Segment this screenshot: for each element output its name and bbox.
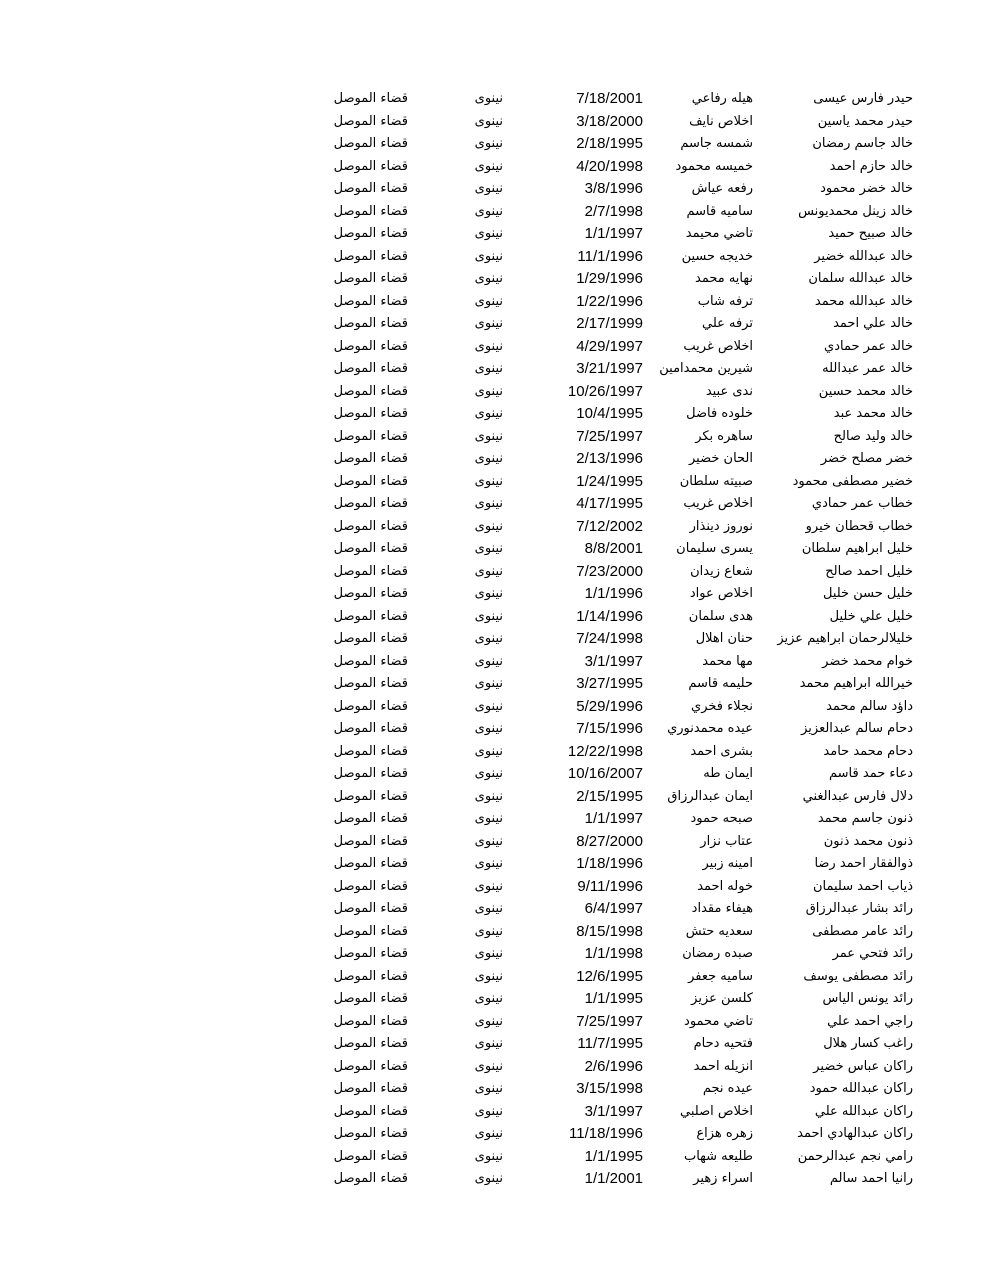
person-name: راكان عباس خضير [813, 1058, 913, 1074]
district: قضاء الموصل [333, 1058, 408, 1074]
table-row [318, 943, 913, 966]
district: قضاء الموصل [333, 631, 408, 646]
person-name: دعاء حمد قاسم [829, 766, 913, 781]
person-name: خالد محمد حسين [818, 383, 913, 399]
table-row [318, 111, 913, 134]
mother-name: نوروز دينذار [689, 518, 753, 534]
person-name: خطاب قحطان خيرو [805, 518, 913, 534]
birth-date: 1/22/1996 [576, 292, 643, 310]
person-name: خليل احمد صالح [825, 563, 913, 579]
person-name: راكان عبدالله علي [814, 1103, 913, 1119]
person-name: خالد حازم احمد [829, 158, 913, 174]
birth-date: 6/4/1997 [584, 900, 643, 917]
district: قضاء الموصل [333, 811, 408, 826]
governorate: نينوى [474, 541, 503, 556]
birth-date: 10/26/1997 [567, 382, 643, 400]
table-row [318, 1146, 913, 1169]
table-row [318, 583, 913, 606]
district: قضاء الموصل [333, 361, 408, 376]
person-name: راجي احمد علي [827, 1013, 913, 1029]
person-name: خالد صبيح حميد [828, 226, 913, 241]
district: قضاء الموصل [333, 676, 408, 691]
governorate: نينوى [474, 1058, 503, 1074]
mother-name: رفعه عياش [691, 181, 753, 196]
district: قضاء الموصل [333, 608, 408, 624]
governorate: نينوى [474, 721, 503, 736]
governorate: نينوى [474, 203, 503, 219]
person-name: خليلالرحمان ابراهيم عزيز [777, 631, 913, 646]
mother-name: شيرين محمدامين [659, 361, 753, 376]
table-row [318, 223, 913, 246]
mother-name: خميسه محمود [675, 158, 753, 174]
table-row [318, 471, 913, 494]
governorate: نينوى [474, 698, 503, 714]
table-row [318, 853, 913, 876]
table-row [318, 1011, 913, 1034]
governorate: نينوى [474, 878, 503, 894]
person-name: خالد عبدالله محمد [814, 293, 913, 309]
birth-date: 2/15/1995 [576, 787, 643, 805]
mother-name: سعديه حتش [685, 923, 753, 939]
mother-name: اخلاص غريب [683, 496, 753, 511]
mother-name: ساميه جعفر [688, 968, 753, 984]
person-name: خليل علي خليل [829, 608, 913, 624]
governorate: نينوى [474, 856, 503, 871]
table-row [318, 876, 913, 899]
mother-name: صبيته سلطان [679, 473, 753, 489]
birth-date: 12/6/1995 [576, 967, 643, 985]
birth-date: 1/14/1996 [576, 607, 643, 625]
person-name: ذنون جاسم محمد [817, 811, 913, 826]
district: قضاء الموصل [333, 541, 408, 556]
table-row [318, 381, 913, 404]
mother-name: شعاع زيدان [690, 563, 753, 579]
birth-date: 8/27/2000 [576, 832, 643, 850]
person-name: راغب كسار هلال [823, 1036, 913, 1051]
birth-date: 7/25/1997 [576, 1012, 643, 1030]
table-row [318, 831, 913, 854]
governorate: نينوى [474, 316, 503, 331]
person-name: ذنون محمد ذنون [823, 833, 913, 849]
birth-date: 2/7/1998 [584, 202, 643, 220]
district: قضاء الموصل [333, 91, 408, 106]
person-name: خيرالله ابراهيم محمد [799, 676, 913, 691]
birth-date: 12/22/1998 [567, 742, 643, 760]
birth-date: 5/29/1996 [576, 697, 643, 715]
table-row [318, 88, 913, 111]
table-row [318, 426, 913, 449]
district: قضاء الموصل [333, 338, 408, 354]
table-row [318, 628, 913, 651]
person-name: خضر مصلح خضر [820, 451, 913, 466]
person-name: خالد علي احمد [833, 316, 913, 331]
governorate: نينوى [474, 1126, 503, 1141]
mother-name: عتاب نزار [700, 833, 753, 849]
mother-name: ايمان عبدالرزاق [667, 788, 753, 804]
governorate: نينوى [474, 1013, 503, 1029]
district: قضاء الموصل [333, 698, 408, 714]
district: قضاء الموصل [333, 743, 408, 759]
table-row [318, 561, 913, 584]
person-name: خضير مصطفى محمود [792, 473, 913, 489]
mother-name: بشرى احمد [690, 743, 753, 759]
district: قضاء الموصل [333, 586, 408, 601]
person-name: خليل ابراهيم سلطان [801, 541, 913, 556]
district: قضاء الموصل [333, 1036, 408, 1051]
person-name: دحام محمد حامد [823, 743, 913, 759]
governorate: نينوى [474, 1081, 503, 1096]
district: قضاء الموصل [333, 113, 408, 129]
district: قضاء الموصل [333, 316, 408, 331]
table-row [318, 966, 913, 989]
table-row [318, 403, 913, 426]
person-name: خالد جاسم رمضان [812, 136, 913, 151]
mother-name: ساميه قاسم [686, 203, 753, 219]
governorate: نينوى [474, 631, 503, 646]
district: قضاء الموصل [333, 788, 408, 804]
table-row [318, 178, 913, 201]
birth-date: 11/1/1996 [577, 247, 643, 265]
governorate: نينوى [474, 653, 503, 669]
mother-name: يسرى سليمان [676, 541, 753, 556]
mother-name: اخلاص عواد [689, 586, 753, 601]
person-name: خالد عبدالله سلمان [808, 271, 913, 286]
table-row [318, 786, 913, 809]
birth-date: 7/23/2000 [576, 562, 643, 580]
person-name: ذياب احمد سليمان [812, 878, 913, 894]
table-row [318, 1123, 913, 1146]
birth-date: 1/29/1996 [576, 270, 643, 287]
district: قضاء الموصل [333, 271, 408, 286]
governorate: نينوى [474, 248, 503, 264]
district: قضاء الموصل [333, 451, 408, 466]
governorate: نينوى [474, 406, 503, 421]
district: قضاء الموصل [333, 181, 408, 196]
mother-name: خلوده فاضل [686, 406, 753, 421]
mother-name: ترفه شاب [697, 293, 753, 309]
table-row [318, 651, 913, 674]
table-row [318, 1101, 913, 1124]
mother-name: فتحيه دحام [693, 1036, 753, 1051]
district: قضاء الموصل [333, 833, 408, 849]
person-name: خليل حسن خليل [822, 586, 913, 601]
district: قضاء الموصل [333, 856, 408, 871]
table-row [318, 673, 913, 696]
governorate: نينوى [474, 946, 503, 961]
governorate: نينوى [474, 1148, 503, 1164]
table-row [318, 921, 913, 944]
governorate: نينوى [474, 293, 503, 309]
birth-date: 1/1/2001 [584, 1170, 643, 1187]
mother-name: شمسه جاسم [680, 136, 753, 151]
person-name: خالد عمر حمادي [824, 338, 913, 354]
governorate: نينوى [474, 136, 503, 151]
governorate: نينوى [474, 901, 503, 916]
birth-date: 11/18/1996 [569, 1125, 643, 1142]
district: قضاء الموصل [333, 383, 408, 399]
birth-date: 2/13/1996 [576, 450, 643, 467]
table-row [318, 718, 913, 741]
governorate: نينوى [474, 743, 503, 759]
birth-date: 1/1/1996 [584, 585, 643, 602]
person-name: دلال فارس عبدالغني [802, 788, 913, 804]
governorate: نينوى [474, 361, 503, 376]
mother-name: الحان خضير [688, 451, 753, 466]
birth-date: 7/12/2002 [576, 517, 643, 535]
mother-name: خديجه حسين [681, 248, 753, 264]
mother-name: ايمان طه [703, 766, 753, 781]
person-name: خطاب عمر حمادي [811, 496, 913, 511]
mother-name: خوله احمد [697, 878, 753, 894]
governorate: نينوى [474, 383, 503, 399]
person-name: حيدر محمد ياسين [817, 113, 913, 129]
birth-date: 8/8/2001 [584, 540, 643, 557]
person-name: حيدر فارس عيسى [813, 91, 913, 106]
person-name: رامي نجم عبدالرحمن [797, 1148, 913, 1164]
person-name: خالد عمر عبدالله [822, 361, 913, 376]
birth-date: 3/1/1997 [584, 652, 643, 670]
governorate: نينوى [474, 1036, 503, 1051]
table-row [318, 336, 913, 359]
person-name: خالد خضر محمود [820, 181, 913, 196]
table-row [318, 516, 913, 539]
table-row [318, 291, 913, 314]
mother-name: حليمه قاسم [688, 676, 753, 691]
birth-date: 1/18/1996 [576, 855, 643, 872]
governorate: نينوى [474, 766, 503, 781]
person-name: خوام محمد خضر [822, 653, 913, 669]
table-row [318, 448, 913, 471]
person-name: رائد بشار عبدالرزاق [805, 901, 913, 916]
person-name: داؤد سالم محمد [826, 698, 913, 714]
district: قضاء الموصل [333, 1081, 408, 1096]
table-row [318, 133, 913, 156]
mother-name: هيفاء مقداد [691, 901, 753, 916]
mother-name: هدى سلمان [688, 608, 753, 624]
person-name: خالد زينل محمديونس [798, 203, 913, 219]
district: قضاء الموصل [333, 1126, 408, 1141]
mother-name: صبده رمضان [682, 946, 753, 961]
governorate: نينوى [474, 608, 503, 624]
birth-date: 11/7/1995 [577, 1035, 643, 1052]
governorate: نينوى [474, 788, 503, 804]
birth-date: 3/1/1997 [584, 1102, 643, 1120]
district: قضاء الموصل [333, 136, 408, 151]
birth-date: 7/18/2001 [576, 90, 643, 107]
governorate: نينوى [474, 991, 503, 1006]
district: قضاء الموصل [333, 226, 408, 241]
governorate: نينوى [474, 1103, 503, 1119]
mother-name: اسراء زهير [693, 1171, 753, 1186]
birth-date: 10/16/2007 [567, 765, 643, 782]
district: قضاء الموصل [333, 1013, 408, 1029]
birth-date: 2/6/1996 [584, 1057, 643, 1075]
birth-date: 1/1/1998 [584, 945, 643, 962]
table-row [318, 493, 913, 516]
mother-name: زهره هزاع [696, 1126, 753, 1141]
mother-name: عيده محمدنوري [667, 721, 753, 736]
governorate: نينوى [474, 158, 503, 174]
governorate: نينوى [474, 496, 503, 511]
person-name: رائد يونس الياس [822, 991, 913, 1006]
district: قضاء الموصل [333, 653, 408, 669]
mother-name: طليعه شهاب [683, 1148, 753, 1164]
birth-date: 4/17/1995 [576, 495, 643, 512]
district: قضاء الموصل [333, 1148, 408, 1164]
birth-date: 2/17/1999 [576, 315, 643, 332]
birth-date: 3/18/2000 [576, 112, 643, 130]
mother-name: ندى عبيد [705, 383, 753, 399]
table-row [318, 988, 913, 1011]
governorate: نينوى [474, 518, 503, 534]
birth-date: 3/21/1997 [576, 360, 643, 377]
birth-date: 1/1/1995 [584, 990, 643, 1007]
governorate: نينوى [474, 113, 503, 129]
table-row [318, 696, 913, 719]
table-row [318, 1168, 913, 1191]
table-row [318, 538, 913, 561]
person-name: دحام سالم عبدالعزيز [801, 721, 913, 736]
governorate: نينوى [474, 473, 503, 489]
governorate: نينوى [474, 271, 503, 286]
district: قضاء الموصل [333, 428, 408, 444]
person-name: خالد محمد عبد [833, 406, 913, 421]
person-name: راكان عبدالهادي احمد [797, 1126, 913, 1141]
person-name: خالد وليد صالح [833, 428, 913, 444]
birth-date: 7/25/1997 [576, 427, 643, 445]
table-row [318, 313, 913, 336]
mother-name: اخلاص نايف [689, 113, 753, 129]
table-row [318, 358, 913, 381]
district: قضاء الموصل [333, 878, 408, 894]
governorate: نينوى [474, 226, 503, 241]
person-name: ذوالفقار احمد رضا [814, 856, 913, 871]
governorate: نينوى [474, 811, 503, 826]
district: قضاء الموصل [333, 248, 408, 264]
district: قضاء الموصل [333, 923, 408, 939]
governorate: نينوى [474, 563, 503, 579]
mother-name: عيده نجم [702, 1081, 753, 1096]
table-row [318, 741, 913, 764]
table-row [318, 808, 913, 831]
district: قضاء الموصل [333, 518, 408, 534]
birth-date: 4/29/1997 [576, 337, 643, 355]
governorate: نينوى [474, 428, 503, 444]
person-name: خالد عبدالله خضير [814, 248, 913, 264]
mother-name: نهايه محمد [695, 271, 753, 286]
table-row [318, 201, 913, 224]
table-row [318, 1078, 913, 1101]
table-row [318, 1033, 913, 1056]
birth-date: 3/15/1998 [576, 1080, 643, 1097]
governorate: نينوى [474, 676, 503, 691]
mother-name: اخلاص اصلبي [680, 1103, 753, 1119]
table-row [318, 246, 913, 269]
district: قضاء الموصل [333, 496, 408, 511]
governorate: نينوى [474, 181, 503, 196]
district: قضاء الموصل [333, 406, 408, 421]
birth-date: 3/8/1996 [584, 180, 643, 197]
district: قضاء الموصل [333, 901, 408, 916]
birth-date: 10/4/1995 [576, 405, 643, 422]
person-name: رائد عامر مصطفى [812, 923, 913, 939]
birth-date: 1/1/1995 [584, 1147, 643, 1165]
person-name: رائد فتحي عمر [832, 946, 913, 961]
mother-name: انزيله احمد [693, 1058, 753, 1074]
district: قضاء الموصل [333, 473, 408, 489]
records-list [318, 88, 913, 1191]
birth-date: 9/11/1996 [577, 877, 643, 895]
table-row [318, 268, 913, 291]
governorate: نينوى [474, 451, 503, 466]
district: قضاء الموصل [333, 1103, 408, 1119]
district: قضاء الموصل [333, 766, 408, 781]
birth-date: 1/1/1997 [584, 810, 643, 827]
birth-date: 2/18/1995 [576, 135, 643, 152]
table-row [318, 606, 913, 629]
person-name: رائد مصطفى يوسف [803, 968, 913, 984]
mother-name: ساهره بكر [695, 428, 753, 444]
mother-name: كلسن عزيز [691, 991, 753, 1006]
birth-date: 7/15/1996 [576, 720, 643, 737]
person-name: راكان عبدالله حمود [809, 1081, 913, 1096]
district: قضاء الموصل [333, 203, 408, 219]
governorate: نينوى [474, 968, 503, 984]
district: قضاء الموصل [333, 293, 408, 309]
birth-date: 8/15/1998 [576, 922, 643, 940]
table-row [318, 1056, 913, 1079]
district: قضاء الموصل [333, 158, 408, 174]
birth-date: 3/27/1995 [576, 675, 643, 692]
birth-date: 1/1/1997 [584, 225, 643, 242]
birth-date: 4/20/1998 [576, 157, 643, 175]
district: قضاء الموصل [333, 563, 408, 579]
table-row [318, 156, 913, 179]
district: قضاء الموصل [333, 946, 408, 961]
governorate: نينوى [474, 338, 503, 354]
district: قضاء الموصل [333, 721, 408, 736]
table-row [318, 898, 913, 921]
district: قضاء الموصل [333, 968, 408, 984]
birth-date: 7/24/1998 [576, 630, 643, 647]
governorate: نينوى [474, 91, 503, 106]
mother-name: نجلاء فخري [691, 698, 753, 714]
person-name: رانيا احمد سالم [829, 1171, 913, 1186]
mother-name: ترفه علي [701, 316, 753, 331]
mother-name: حنان اهلال [695, 631, 753, 646]
governorate: نينوى [474, 833, 503, 849]
birth-date: 1/24/1995 [576, 472, 643, 490]
governorate: نينوى [474, 1171, 503, 1186]
mother-name: تاضي محيمد [685, 226, 753, 241]
mother-name: مها محمد [702, 653, 753, 669]
mother-name: صبحه حمود [690, 811, 753, 826]
mother-name: هيله رفاعي [691, 91, 753, 106]
district: قضاء الموصل [333, 1171, 408, 1186]
mother-name: تاضي محمود [684, 1013, 753, 1029]
mother-name: امينه زبير [702, 856, 753, 871]
governorate: نينوى [474, 923, 503, 939]
table-row [318, 763, 913, 786]
mother-name: اخلاص غريب [683, 338, 753, 354]
district: قضاء الموصل [333, 991, 408, 1006]
governorate: نينوى [474, 586, 503, 601]
